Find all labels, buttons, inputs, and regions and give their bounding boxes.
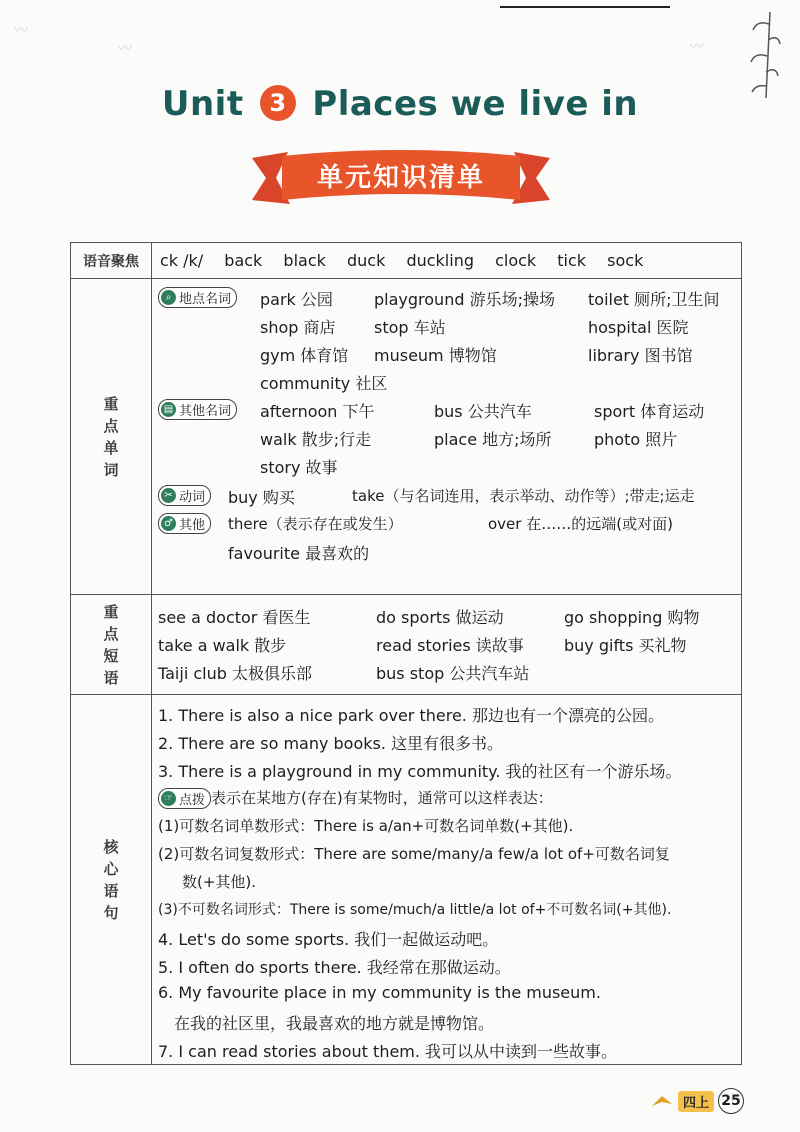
phrase-item: take a walk 散步 [158,636,287,655]
phonics-sound: ck /k/ [160,251,204,270]
book-icon: ▤ [161,402,176,417]
section-banner-text: 单元知识清单 [316,163,485,193]
phrase-item: bus stop 公共汽车站 [376,664,530,683]
phrase-item: see a doctor 看医生 [158,608,311,627]
tip-line: ☞ 点拨 表示在某地方(存在)有某物时，通常可以这样表达： [158,787,553,809]
rule-line: 数(+其他). [182,873,257,891]
phonics-content [152,243,742,279]
vocab-label: 重点单词 [71,279,152,595]
tip-tag: ☞ 点拨 [158,788,211,809]
sentences-row [71,695,742,1065]
rule-line: (3)不可数名词形式：There is some/much/a little/a lot of+不可数名词(+其他). [158,902,672,918]
vocab-item: favourite 最喜欢的 [228,544,370,563]
verb-tag: ✂ 动词 [158,485,211,506]
vocab-item: hospital 医院 [588,318,689,337]
sentence: 7. I can read stories about them. 我可以从中读到一些故事。 [158,1042,618,1061]
unit-number-badge: 3 [260,85,296,121]
phrase-item: Taiji club 太极俱乐部 [158,664,312,683]
vocab-item: community 社区 [260,374,388,393]
phonics-word: clock [495,251,537,270]
sentence: 1. There is also a nice park over there. 那边也有一个漂亮的公园。 [158,706,664,725]
vocab-content [152,279,742,595]
other-noun-tag: ▤ 其他名词 [158,399,237,420]
vocab-item: over 在……的远端(或对面) [488,515,673,533]
vocab-item: take（与名词连用，表示举动、动作等）;带走;运走 [352,487,695,505]
other-tag: ♂ 其他 [158,513,211,534]
cloud-decoration: 〰 [118,41,132,57]
phonics-line [152,243,741,270]
rule-line: (2)可数名词复数形式：There are some/many/a few/a lot of+可数名词复 [158,845,670,863]
cloud-decoration: 〰 [690,39,704,55]
vocab-item: sport 体育运动 [594,402,705,421]
phonics-word: back [224,251,263,270]
vocab-row [71,279,742,595]
sentences-label: 核心语句 [71,695,152,1065]
vocab-item: stop 车站 [374,318,446,337]
vocab-item: toilet 厕所;卫生间 [588,290,720,309]
vocab-item: gym 体育馆 [260,346,349,365]
unit-name: Places we live in [312,84,639,124]
phrases-content [152,595,742,695]
vocab-item: afternoon 下午 [260,402,375,421]
knowledge-table [70,242,742,1065]
vocab-item: shop 商店 [260,318,336,337]
vocab-item: photo 照片 [594,430,678,449]
page-footer [650,1088,744,1114]
phonics-word: black [283,251,326,270]
grade-level-badge: 四上 [678,1091,714,1112]
page-number: 25 [718,1088,744,1114]
symbol-icon: ♂ [161,516,176,531]
phonics-word: duck [346,251,386,270]
vocab-item: place 地方;场所 [434,430,552,449]
sentence: 3. There is a playground in my community. 我的社区有一个游乐场。 [158,762,682,781]
vocab-item: there（表示存在或发生） [228,515,403,533]
phrase-item: do sports 做运动 [376,608,504,627]
vocab-item: walk 散步;行走 [260,430,372,449]
section-banner [252,150,550,210]
unit-title [0,84,800,124]
place-noun-tag: ⌕ 地点名词 [158,287,237,308]
unit-word: Unit [161,84,244,124]
phonics-label: 语音聚焦 [71,243,152,279]
vocab-item: museum 博物馆 [374,346,497,365]
phonics-word: sock [607,251,644,270]
phrase-item: buy gifts 买礼物 [564,636,687,655]
sentence: 5. I often do sports there. 我经常在那做运动。 [158,958,511,977]
sentence: 6. My favourite place in my community is the museum. [158,983,601,1002]
vocab-item: story 故事 [260,458,338,477]
phonics-word: tick [557,251,587,270]
phrases-row [71,595,742,695]
vocab-item: playground 游乐场;操场 [374,290,555,309]
rule-line: (1)可数名词单数形式：There is a/an+可数名词单数(+其他). [158,817,574,835]
sentences-content [152,695,742,1065]
bird-icon [650,1094,674,1108]
magnifier-icon: ⌕ [161,290,176,305]
sentence: 2. There are so many books. 这里有很多书。 [158,734,504,753]
vocab-item: park 公园 [260,290,333,309]
vocab-item: library 图书馆 [588,346,693,365]
sentence-translation: 在我的社区里，我最喜欢的地方就是博物馆。 [174,1014,495,1033]
phonics-row [71,243,742,279]
phonics-word: duckling [406,251,474,270]
vocab-item: buy 购买 [228,488,295,507]
sentence: 4. Let's do some sports. 我们一起做运动吧。 [158,930,499,949]
cloud-decoration: 〰 [14,23,28,39]
pointer-icon: ☞ [161,791,176,806]
phrases-label: 重点短语 [71,595,152,695]
top-rule [500,6,670,8]
scissors-icon: ✂ [161,488,176,503]
vocab-item: bus 公共汽车 [434,402,532,421]
phrase-item: go shopping 购物 [564,608,700,627]
phrase-item: read stories 读故事 [376,636,524,655]
